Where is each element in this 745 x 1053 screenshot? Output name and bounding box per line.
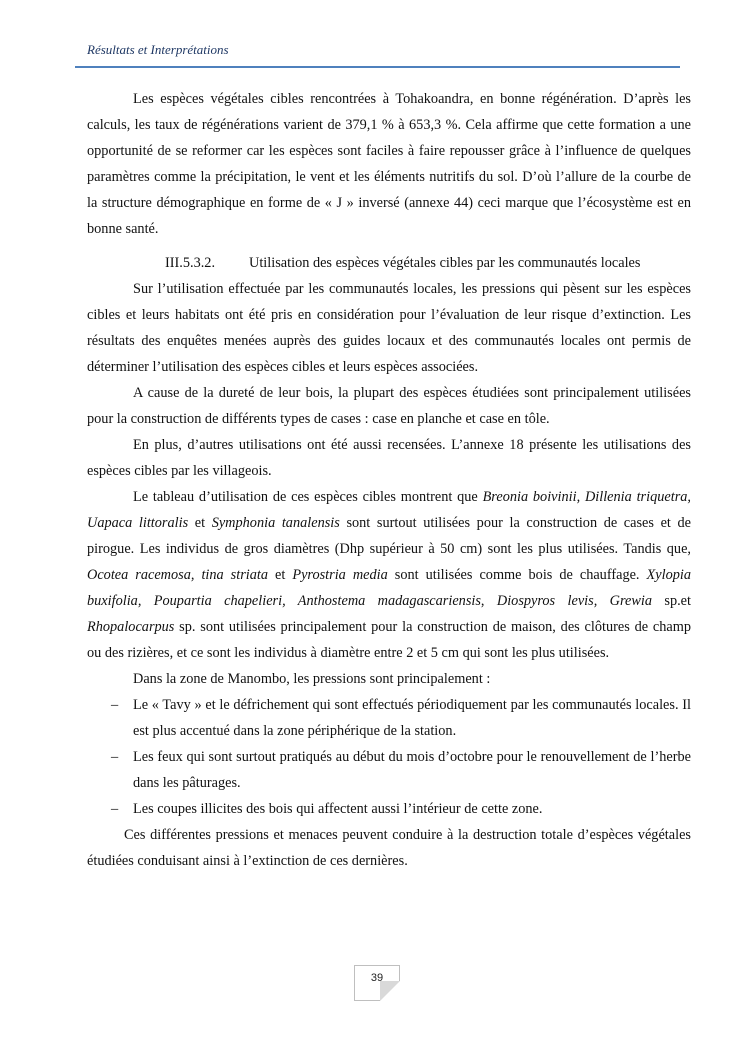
page-number: 39 <box>370 972 384 984</box>
dash-bullet: – <box>111 697 119 713</box>
text-run: Le tableau d’utilisation de ces espèces cibles montrent que <box>133 489 483 505</box>
text-run: sont surtout utilisées pour la construction de cases et de pirogue. Les individus de gros diamètres (Dhp supérieur à 50 cm) sont les plus utilisées. Tandis que, <box>87 515 691 557</box>
species-names: Diospyros levis, Grewia <box>496 593 653 609</box>
species-names: Rhopalocarpus <box>87 619 175 635</box>
species-names: Symphonia tanalensis <box>211 515 340 531</box>
paragraph-regeneration: Les espèces végétales cibles rencontrées à Tohakoandra, en bonne régénération. D’après les calculs, les taux de régénérations varient de 379,1 % à 653,3 %. Cela affirme que cette formation a une opportunité de se reformer car les espèces sont faciles à faire repousser grâce à l’influence de quelques paramètres comme la précipitation, le vent et les éléments nutritifs du sol. D’où l’allure de la courbe de la structure démographique en forme de « J » inversé (annexe 44) ceci marque que l’écosystème est en bonne santé. <box>87 91 691 237</box>
text-run: sont utilisées comme bois de chauffage. <box>387 567 647 583</box>
list-item-text: Les coupes illicites des bois qui affectent aussi l’intérieur de cette zone. <box>133 801 543 817</box>
running-header: Résultats et Interprétations <box>87 42 229 57</box>
text-run: et <box>268 567 293 583</box>
text-run: sp.et <box>652 593 691 609</box>
dash-bullet: – <box>111 801 119 817</box>
paragraph-wood-hardness: A cause de la dureté de leur bois, la plupart des espèces étudiées sont principalement utilisées pour la construction de différents types de cases : case en planche et case en tôle. <box>87 385 691 427</box>
list-item-text: Les feux qui sont surtout pratiqués au début du mois d’octobre pour le renouvellement de l’herbe dans les pâturages. <box>133 749 691 791</box>
page-curl-icon <box>380 981 400 1001</box>
text-run: et <box>188 515 212 531</box>
section-number: III.5.3.2. <box>165 255 216 271</box>
header-rule <box>75 66 680 68</box>
text-run: , <box>480 593 497 609</box>
text-run: sp. sont utilisées principalement pour la construction de maison, des clôtures de champ ou des rizières, et ce sont les individus à diamètre entre 2 et 5 cm qui sont les plus utilisées. <box>87 619 691 661</box>
list-item <box>87 744 691 796</box>
pressure-list <box>87 692 691 822</box>
list-item <box>87 692 691 744</box>
paragraph-other-uses: En plus, d’autres utilisations ont été aussi recensées. L’annexe 18 présente les utilisations des espèces cibles par les villageois. <box>87 437 691 479</box>
species-names: Breonia boivinii, Dillenia triquetra, Uapaca littoralis <box>87 489 691 531</box>
paragraph-conclusion: Ces différentes pressions et menaces peuvent conduire à la destruction totale d’espèces végétales étudiées conduisant ainsi à l’extinction de ces dernières. <box>87 827 691 869</box>
list-item-text: Le « Tavy » et le défrichement qui sont effectués périodiquement par les communautés locales. Il est plus accentué dans la zone périphérique de la station. <box>133 697 691 739</box>
page-body <box>87 86 691 874</box>
species-names: Ocotea racemosa, tina striata <box>87 567 269 583</box>
list-item <box>87 796 691 822</box>
dash-bullet: – <box>111 749 119 765</box>
species-names: Pyrostria media <box>292 567 388 583</box>
species-names: Xylopia buxifolia, Poupartia chapelieri, Anthostema madagascariensis <box>87 567 691 609</box>
section-heading <box>165 250 691 276</box>
paragraph-usage-table <box>87 484 691 666</box>
page-number-box <box>354 965 400 1001</box>
paragraph-pressures-intro: Sur l’utilisation effectuée par les communautés locales, les pressions qui pèsent sur les espèces cibles et leurs habitats ont été pris en considération pour l’évaluation de leur risque d’extinction. Les résultats des enquêtes menées auprès des guides locaux et des communautés locales ont permis de déterminer l’utilisation des espèces cibles et leurs espèces associées. <box>87 281 691 375</box>
paragraph-manombo-intro: Dans la zone de Manombo, les pressions sont principalement : <box>133 671 491 687</box>
section-title: Utilisation des espèces végétales cibles par les communautés locales <box>249 255 641 271</box>
